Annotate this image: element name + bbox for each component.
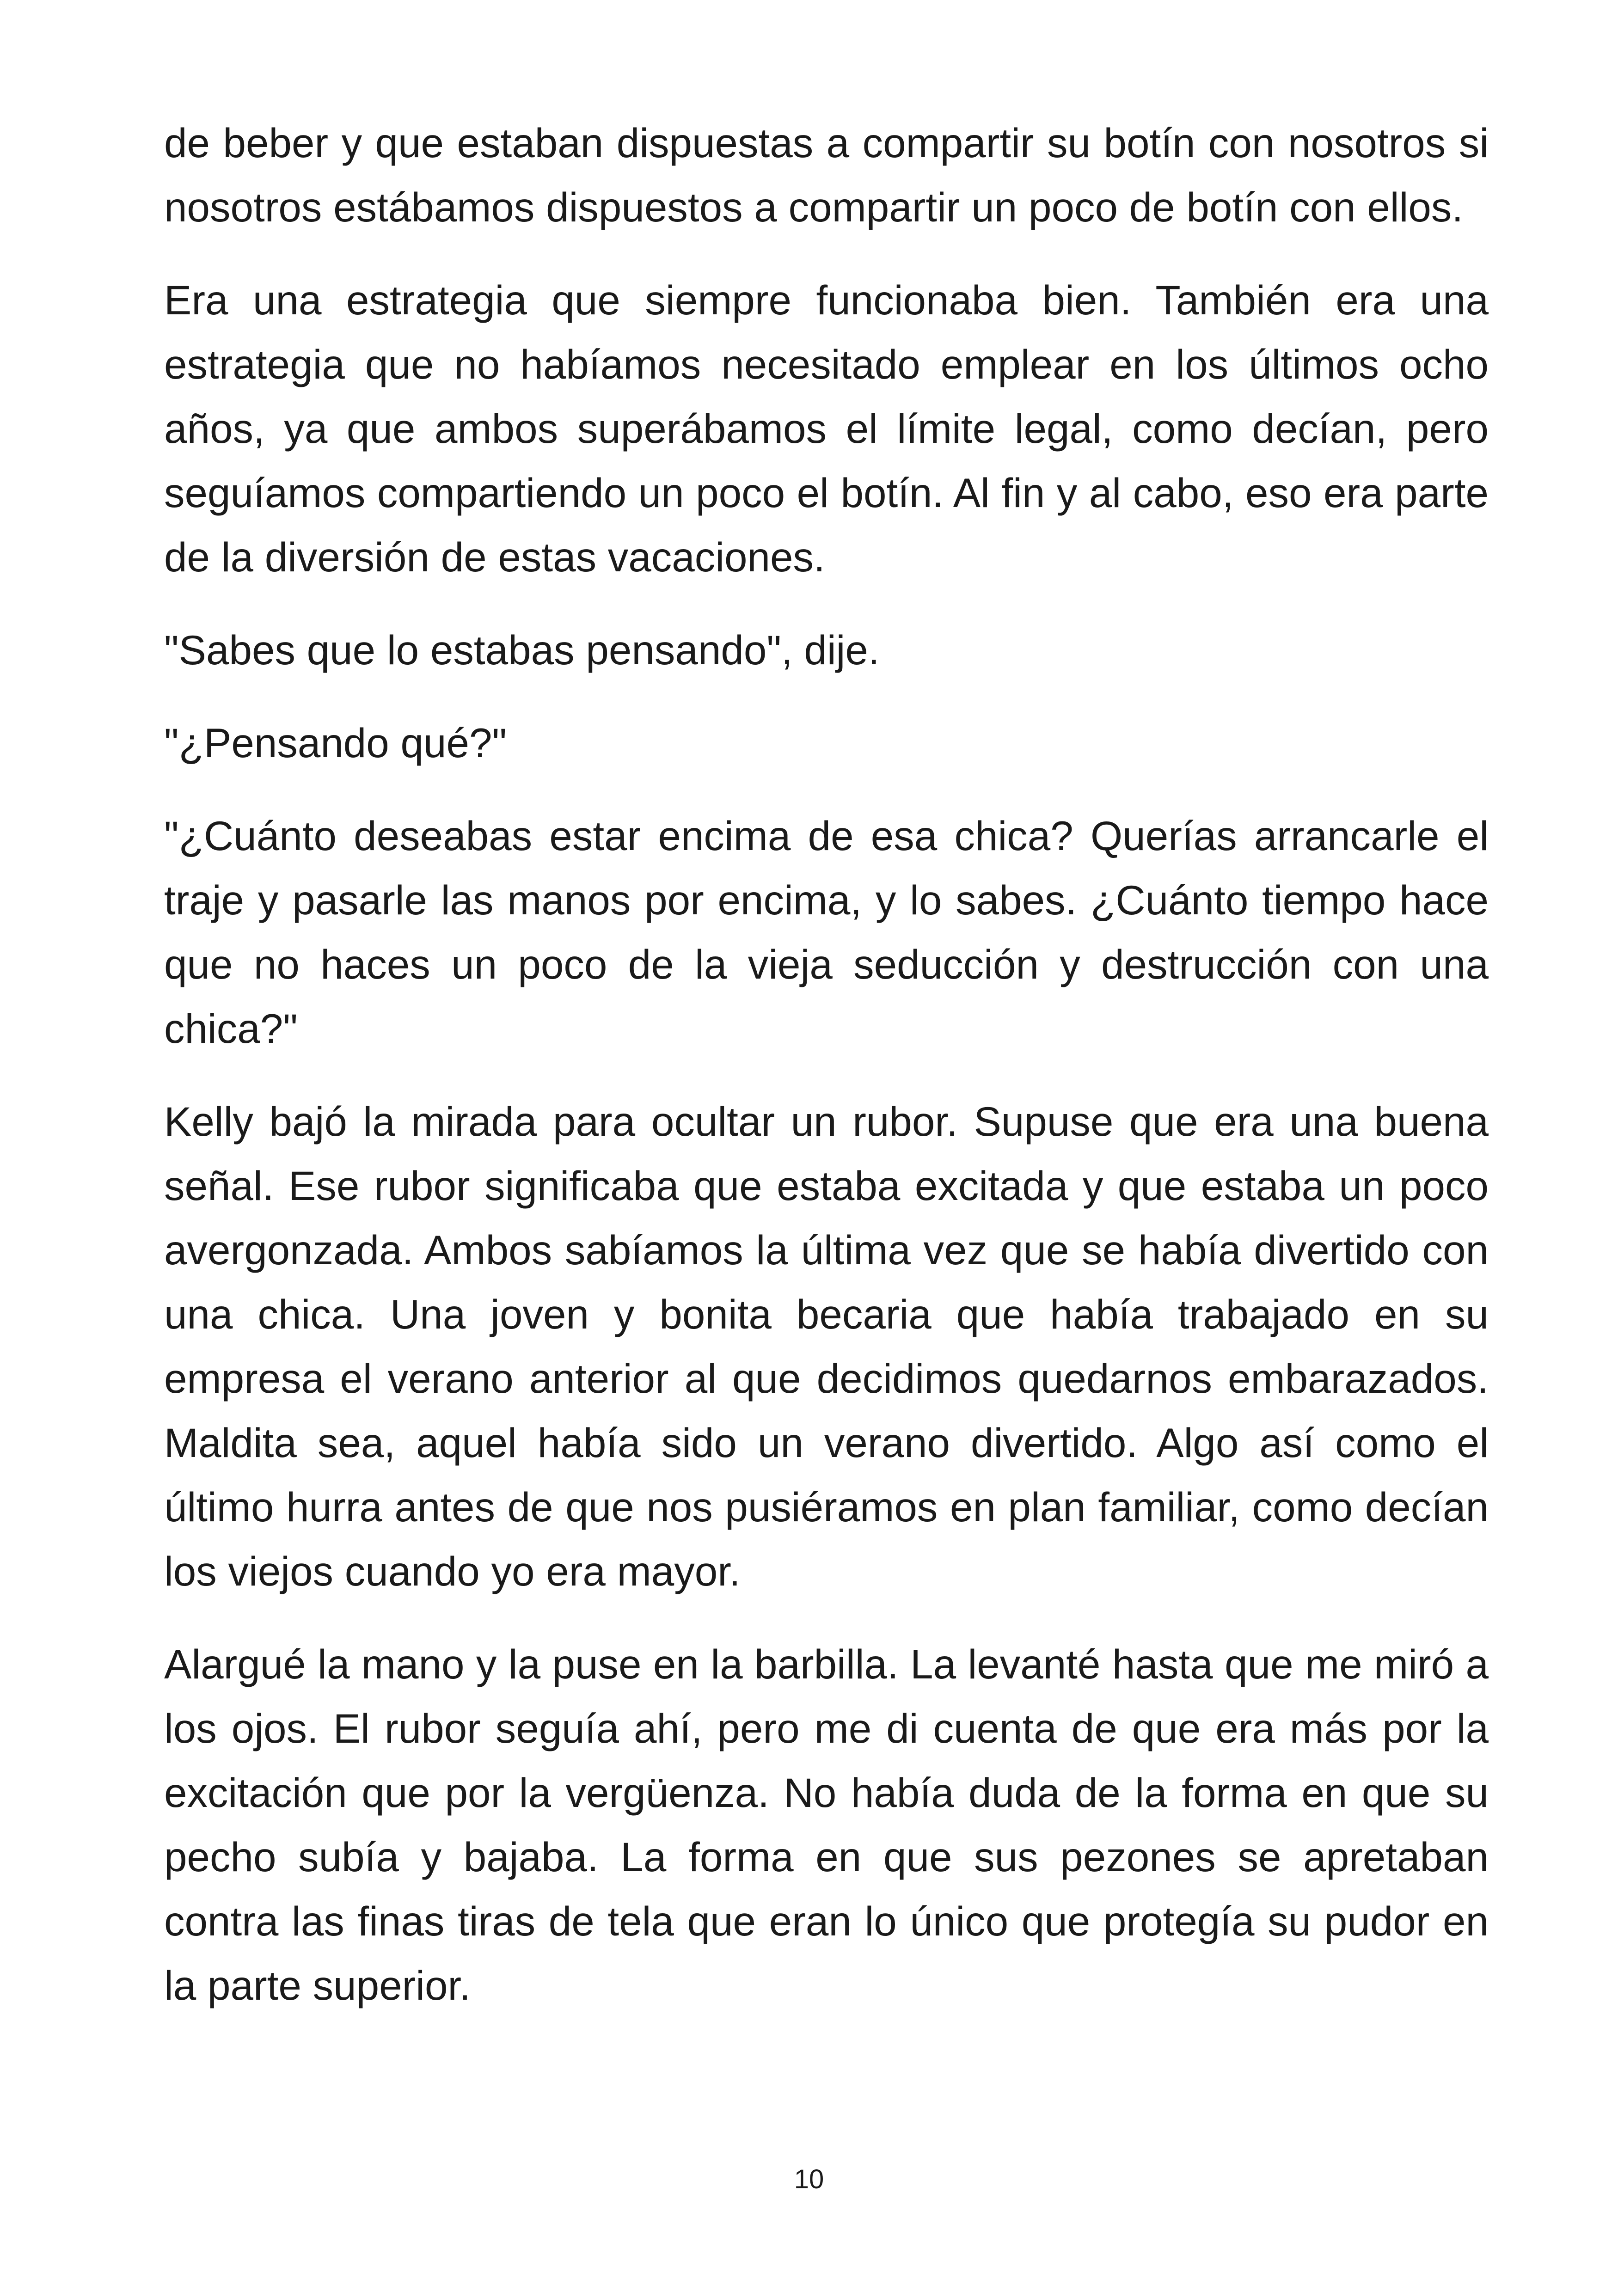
page-number: 10 [794,2164,824,2194]
paragraph: Kelly bajó la mirada para ocultar un rubor. Supuse que era una buena señal. Ese rubor significaba que estaba excitada y que estaba un poco avergonzada. Ambos sabíamos la última vez que se había divertido con una chica. Una joven y bonita becaria que había trabajado en su empresa el verano anterior al que decidimos quedarnos embarazados. Maldita sea, aquel había sido un verano divertido. Algo así como el último hurra antes de que nos pusiéramos en plan familiar, como decían los viejos cuando yo era mayor. [164,1098,1489,1594]
paragraph: "¿Pensando qué?" [164,720,507,766]
paragraph: de beber y que estaban dispuestas a compartir su botín con nosotros si nosotros estábamos dispuestos a compartir un poco de botín con ellos. [164,120,1489,230]
page-body [164,111,1489,2046]
paragraph: Era una estrategia que siempre funcionaba bien. También era una estrategia que no habíamos necesitado emplear en los últimos ocho años, ya que ambos superábamos el límite legal, como decían, pero seguíamos compartiendo un poco el botín. Al fin y al cabo, eso era parte de la diversión de estas vacaciones. [164,277,1489,580]
paragraph: "Sabes que lo estabas pensando", dije. [164,627,880,673]
paragraph: Alargué la mano y la puse en la barbilla. La levanté hasta que me miró a los ojos. El rubor seguía ahí, pero me di cuenta de que era más por la excitación que por la vergüenza. No había duda de la forma en que su pecho subía y bajaba. La forma en que sus pezones se apretaban contra las finas tiras de tela que eran lo único que protegía su pudor en la parte superior. [164,1641,1489,2008]
paragraph: "¿Cuánto deseabas estar encima de esa chica? Querías arrancarle el traje y pasarle las manos por encima, y lo sabes. ¿Cuánto tiempo hace que no haces un poco de la vieja seducción y destrucción con una chica?" [164,813,1489,1052]
